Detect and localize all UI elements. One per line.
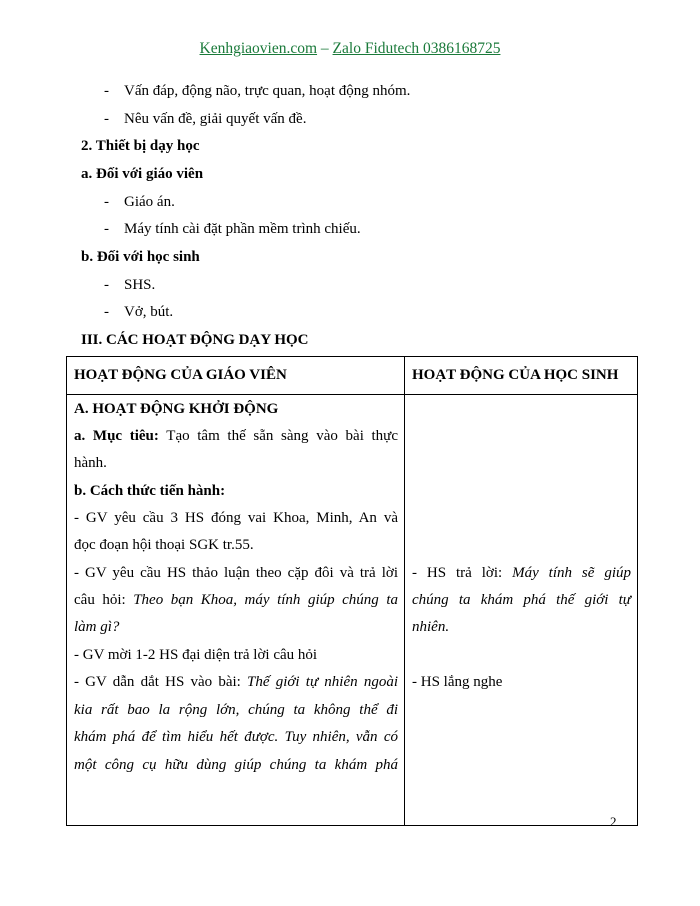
student-answer-cont: nhiên. [412,619,450,635]
activity-a-title: A. HOẠT ĐỘNG KHỞI ĐỘNG [74,401,279,417]
teacher-item: Giáo án. [124,194,175,210]
bullet-dash: - [104,304,109,320]
student-answer-label: - HS trả lời: [412,565,513,581]
bullet-dash: - [104,277,109,293]
teacher-activities-cell [67,395,405,826]
student-title: b. Đối với học sinh [81,249,200,265]
teacher-column-header: HOẠT ĐỘNG CỦA GIÁO VIÊN [67,357,405,395]
teacher-question-cont: làm gì? [74,619,120,635]
header-separator: – [317,40,333,57]
teacher-intro-text: kia rất bao la rộng lớn, chúng ta không thể đi [74,702,398,718]
activities-table [66,356,638,826]
goal-text: Tạo tâm thế sẵn sàng vào bài thực [166,428,398,444]
section3-title: III. CÁC HOẠT ĐỘNG DẠY HỌC [81,332,309,348]
method-label: b. Cách thức tiến hành: [74,483,226,499]
method-item: Vấn đáp, động não, trực quan, hoạt động nhóm. [124,83,411,99]
teacher-question: Theo bạn Khoa, máy tính giúp chúng ta [133,592,398,608]
student-answer: Máy tính sẽ giúp [512,565,631,581]
goal-label: a. Mục tiêu: [74,428,159,444]
section2-title: 2. Thiết bị dạy học [81,138,200,154]
teacher-title: a. Đối với giáo viên [81,166,204,182]
student-activities-cell [405,395,638,826]
contact-link[interactable]: Zalo Fidutech 0386168725 [332,40,501,57]
teacher-intro-text: Thế giới tự nhiên ngoài [247,674,398,690]
student-answer-cont: chúng ta khám phá thế giới tự [412,592,631,608]
teacher-step-2-label: câu hỏi: [74,592,134,608]
student-item: SHS. [124,277,156,293]
student-item: Vở, bút. [124,304,174,320]
teacher-intro-text: khám phá để tìm hiểu hết được. Tuy nhiên, vẫn có [74,729,398,745]
teacher-step-1: - GV yêu cầu 3 HS đóng vai Khoa, Minh, An và [74,510,398,526]
teacher-step-3: - GV mời 1-2 HS đại diện trả lời câu hỏi [74,647,318,663]
page-number: 2 [610,814,617,829]
teacher-step-2: - GV yêu cầu HS thảo luận theo cặp đôi và trả lời [74,565,398,581]
site-link[interactable]: Kenhgiaovien.com [199,40,318,57]
student-listen: - HS lắng nghe [412,674,503,690]
bullet-dash: - [104,194,109,210]
teacher-step-4-label: - GV dẫn dắt HS vào bài: [74,674,248,690]
bullet-dash: - [104,111,109,127]
goal-text-cont: hành. [74,455,107,471]
page-header [0,40,700,58]
student-column-header: HOẠT ĐỘNG CỦA HỌC SINH [405,357,638,395]
bullet-dash: - [104,221,109,237]
method-item: Nêu vấn đề, giải quyết vấn đề. [124,111,307,127]
teacher-step-1-cont: đọc đoạn hội thoại SGK tr.55. [74,537,254,553]
bullet-dash: - [104,83,109,99]
teacher-intro-text: một công cụ hữu dùng giúp chúng ta khám phá [74,757,398,773]
teacher-item: Máy tính cài đặt phần mềm trình chiếu. [124,221,361,237]
